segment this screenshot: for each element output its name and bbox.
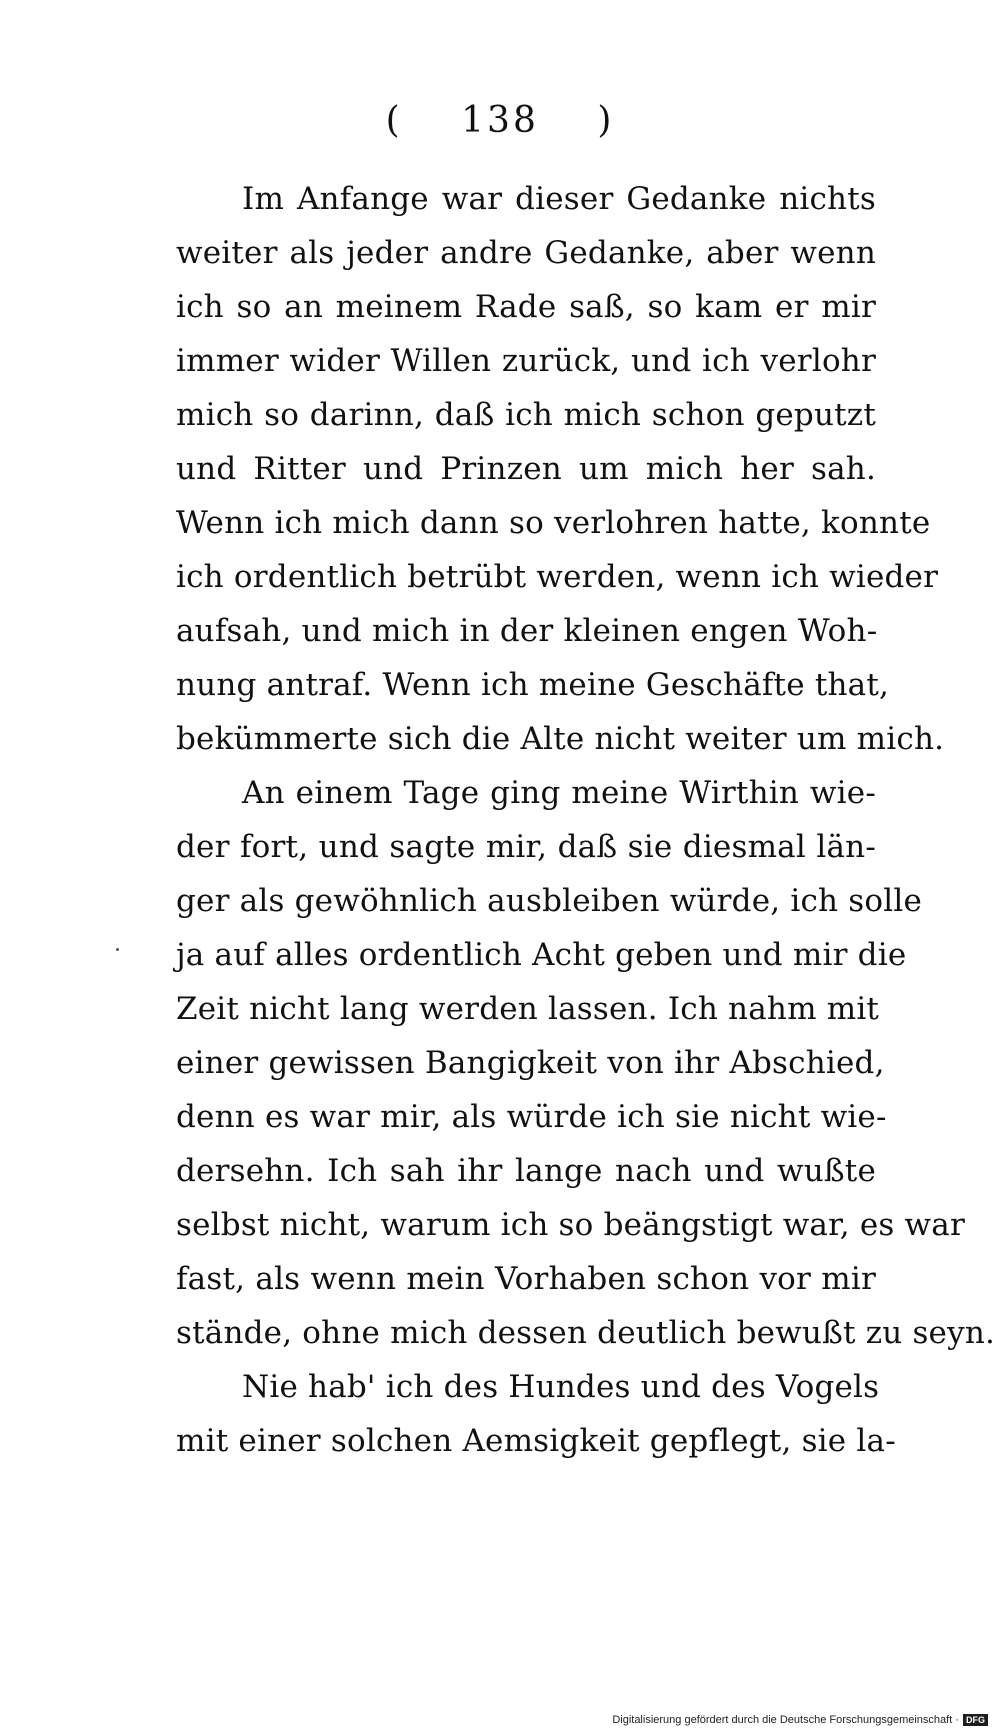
text-line: dersehn. Ich sah ihr lange nach und wußte [176, 1153, 876, 1189]
text-line: mich so darinn, daß ich mich schon geputzt [176, 397, 876, 433]
text-line: der fort, und sagte mir, daß sie diesmal län- [176, 829, 876, 865]
text-line: Nie hab' ich des Hundes und des Vogels [242, 1369, 880, 1405]
text-line: ger als gewöhnlich ausbleiben würde, ich solle [176, 883, 922, 919]
text-line: mit einer solchen Aemsigkeit gepflegt, sie la- [176, 1423, 896, 1459]
page-number: 138 [461, 100, 539, 141]
scan-speck [116, 948, 119, 951]
digitization-credit [612, 1714, 988, 1726]
text-line: einer gewissen Bangigkeit von ihr Abschied, [176, 1045, 885, 1081]
text-line: fast, als wenn mein Vorhaben schon vor mir [176, 1261, 876, 1297]
page-number-header [0, 100, 1000, 141]
text-line: selbst nicht, warum ich so beängstigt war, es war [176, 1207, 965, 1243]
text-line: bekümmerte sich die Alte nicht weiter um mich. [176, 721, 945, 757]
open-parenthesis: ( [385, 100, 403, 141]
text-line: ja auf alles ordentlich Acht geben und mir die [176, 937, 907, 973]
text-line: Wenn ich mich dann so verlohren hatte, konnte [176, 505, 931, 541]
text-line: und Ritter und Prinzen um mich her sah. [176, 451, 876, 487]
credit-text: Digitalisierung gefördert durch die Deutsche Forschungsgemeinschaft · [612, 1714, 959, 1726]
text-line: Zeit nicht lang werden lassen. Ich nahm mit [176, 991, 880, 1027]
text-line: immer wider Willen zurück, und ich verlohr [176, 343, 876, 379]
text-line: denn es war mir, als würde ich sie nicht wie- [176, 1099, 887, 1135]
text-line: nung antraf. Wenn ich meine Geschäfte that, [176, 667, 890, 703]
text-line: An einem Tage ging meine Wirthin wie- [242, 775, 876, 811]
text-line: weiter als jeder andre Gedanke, aber wenn [176, 235, 876, 271]
text-line: aufsah, und mich in der kleinen engen Woh- [176, 613, 878, 649]
close-parenthesis: ) [597, 100, 615, 141]
body-text [176, 172, 996, 1468]
text-line: ich ordentlich betrübt werden, wenn ich wieder [176, 559, 939, 595]
text-line: stände, ohne mich dessen deutlich bewußt zu seyn. [176, 1315, 996, 1351]
text-line: Im Anfange war dieser Gedanke nichts [242, 181, 876, 217]
text-line: ich so an meinem Rade saß, so kam er mir [176, 289, 876, 325]
dfg-logo: DFG [963, 1714, 988, 1726]
